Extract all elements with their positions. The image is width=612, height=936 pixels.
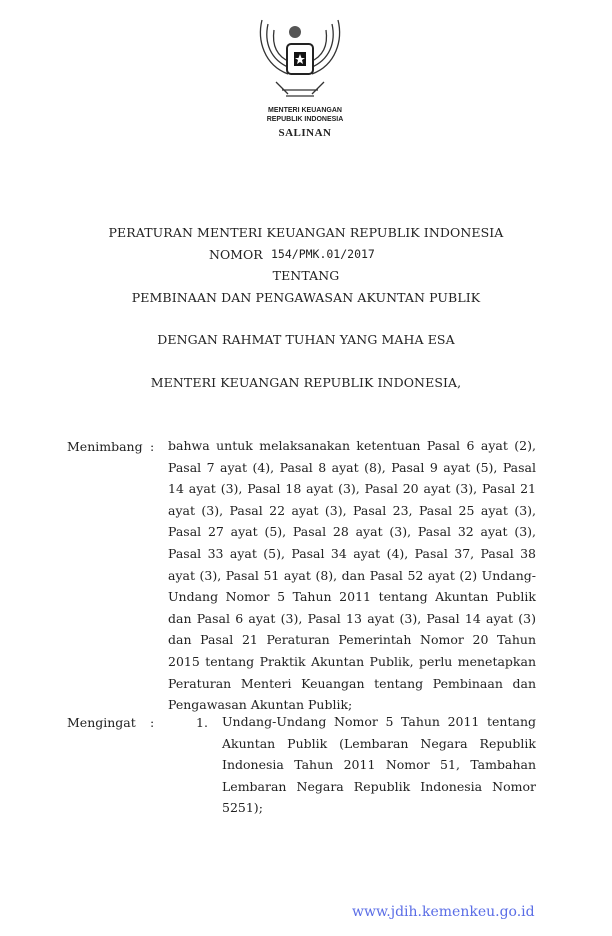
mengingat-item-number: 1. bbox=[196, 715, 208, 730]
authority: MENTERI KEUANGAN REPUBLIK INDONESIA, bbox=[150, 375, 462, 390]
mengingat-label: Mengingat bbox=[67, 715, 136, 730]
regulation-subject: PEMBINAAN DAN PENGAWASAN AKUNTAN PUBLIK bbox=[131, 290, 481, 305]
nomor-label: NOMOR bbox=[209, 247, 263, 262]
mengingat-item-text: Undang-Undang Nomor 5 Tahun 2011 tentang Akuntan Publik (Lembaran Negara Republik Indonesia Tahun 2011 Nomor 51, Tambahan Lembaran Negara Republik Indonesia Nomor 5251); bbox=[222, 714, 536, 816]
mengingat-colon: : bbox=[150, 715, 155, 730]
jdih-website-link[interactable]: www.jdih.kemenkeu.go.id bbox=[352, 904, 535, 920]
invocation: DENGAN RAHMAT TUHAN YANG MAHA ESA bbox=[157, 332, 455, 347]
nomor-value: 154/PMK.01/2017 bbox=[271, 247, 375, 261]
garuda-emblem-icon bbox=[252, 10, 348, 105]
menimbang-label: Menimbang bbox=[67, 439, 143, 454]
regulation-title: PERATURAN MENTERI KEUANGAN REPUBLIK INDONESIA bbox=[108, 225, 504, 240]
institution-line2: REPUBLIK INDONESIA bbox=[266, 116, 344, 123]
menimbang-text: bahwa untuk melaksanakan ketentuan Pasal 6 ayat (2), Pasal 7 ayat (4), Pasal 8 ayat (8), Pasal 9 ayat (5), Pasal 14 ayat (3), Pasal 18 ayat (3), Pasal 20 ayat (3), Pasal 21 ayat (3), Pasal 22 ayat (3), Pasal 23, Pasal 25 ayat (3), Pasal 27 ayat (5), Pasal 28 ayat (3), Pasal 32 ayat (3), Pasal 33 ayat (5), Pasal 34 ayat (4), Pasal 37, Pasal 38 ayat (3), Pasal 51 ayat (8), dan Pasal 52 ayat (2) Undang-Undang Nomor 5 Tahun 2011 tentang Akuntan Publik dan Pasal 6 ayat (3), Pasal 13 ayat (3), Pasal 14 ayat (3) dan Pasal 21 Peraturan Pemerintah Nomor 20 Tahun 2015 tentang Praktik Akuntan Publik, perlu menetapkan Peraturan Menteri Keuangan tentang Pembinaan dan Pengawasan Akuntan Publik; bbox=[168, 438, 536, 713]
salinan-stamp: SALINAN bbox=[278, 127, 332, 139]
tentang-heading: TENTANG bbox=[272, 268, 340, 283]
menimbang-colon: : bbox=[150, 439, 155, 454]
institution-line1: MENTERI KEUANGAN bbox=[268, 107, 342, 114]
